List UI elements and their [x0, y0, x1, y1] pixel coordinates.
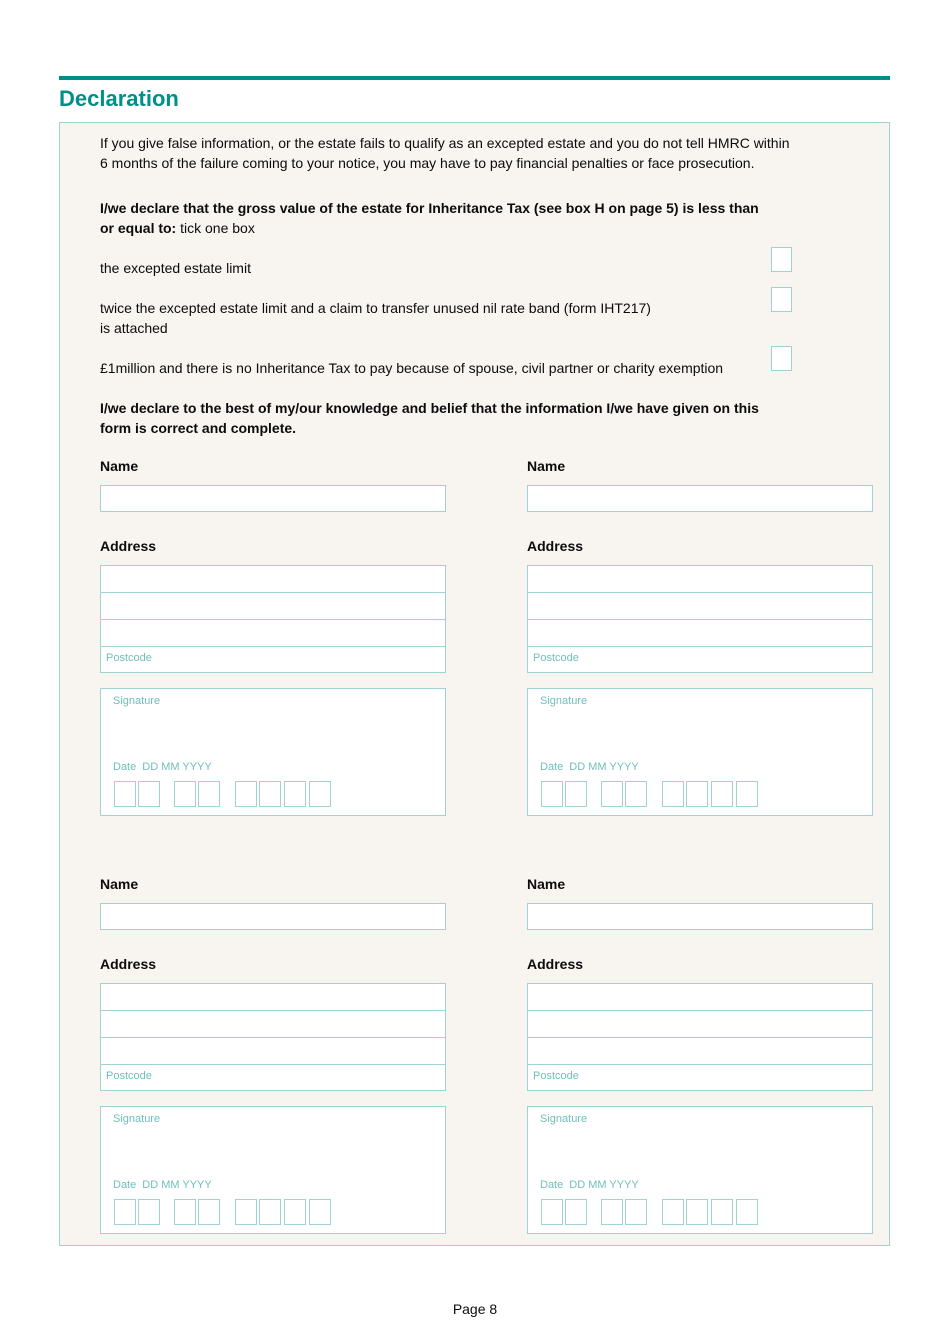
signatory-3-date-digit-6[interactable] [259, 1199, 281, 1225]
signatory-4-signature-label: Signature [540, 1113, 588, 1125]
signatory-4-address-input[interactable] [527, 983, 873, 1091]
signatory-1-name-input[interactable] [100, 485, 446, 512]
signatory-1-date-digit-7[interactable] [284, 781, 306, 807]
signatory-2-date-digit-8[interactable] [736, 781, 758, 807]
signatory-2-date-digit-2[interactable] [565, 781, 587, 807]
signatory-4-date-digit-7[interactable] [711, 1199, 733, 1225]
signatory-4-date-digit-6[interactable] [686, 1199, 708, 1225]
option-3-checkbox[interactable] [771, 346, 792, 371]
signatory-3-date-digit-8[interactable] [309, 1199, 331, 1225]
option-1-label: the excepted estate limit [100, 260, 251, 276]
signatory-4-date-digit-3[interactable] [601, 1199, 623, 1225]
signatory-4-name-label: Name [527, 876, 566, 892]
signatory-1-name-label: Name [100, 458, 139, 474]
declare-value-bold: or equal to: [100, 220, 177, 236]
signatory-2-date-label: Date DD MM YYYY [540, 761, 639, 773]
signatory-3-signature-box[interactable] [100, 1106, 446, 1234]
option-2-label-line-1: twice the excepted estate limit and a claim to transfer unused nil rate band (form IHT217) [100, 300, 651, 316]
signatory-1-address-input[interactable] [100, 565, 446, 673]
signatory-2-name-input[interactable] [527, 485, 873, 512]
signatory-1-date-digit-6[interactable] [259, 781, 281, 807]
signatory-1-date-digit-3[interactable] [174, 781, 196, 807]
page-number: Page 8 [452, 1301, 498, 1317]
signatory-2-name-label: Name [527, 458, 566, 474]
declare-truth-line-2: form is correct and complete. [100, 420, 297, 436]
signatory-4-address-label: Address [527, 956, 584, 972]
signatory-2-signature-label: Signature [540, 695, 588, 707]
signatory-4-postcode-label: Postcode [533, 1070, 579, 1082]
declare-value-line-2 [100, 218, 255, 238]
signatory-1-signature-label: Signature [113, 695, 161, 707]
section-title: Declaration [59, 86, 179, 111]
signatory-1-date-digit-2[interactable] [138, 781, 160, 807]
signatory-4-date-digit-8[interactable] [736, 1199, 758, 1225]
declare-value-rest: tick one box [176, 220, 255, 236]
signatory-2-date-digit-7[interactable] [711, 781, 733, 807]
signatory-2-date-digit-1[interactable] [541, 781, 563, 807]
signatory-1-postcode-label: Postcode [106, 652, 152, 664]
warning-line-1: If you give false information, or the estate fails to qualify as an excepted estate and you do not tell HMRC within [100, 135, 790, 151]
signatory-3-date-digit-1[interactable] [114, 1199, 136, 1225]
signatory-2-postcode-label: Postcode [533, 652, 579, 664]
signatory-3-name-input[interactable] [100, 903, 446, 930]
signatory-3-postcode-label: Postcode [106, 1070, 152, 1082]
signatory-3-name-label: Name [100, 876, 139, 892]
declare-value-line-1: I/we declare that the gross value of the estate for Inheritance Tax (see box H on page 5) is less than [100, 200, 759, 216]
signatory-3-signature-label: Signature [113, 1113, 161, 1125]
signatory-1-date-digit-1[interactable] [114, 781, 136, 807]
signatory-4-date-digit-5[interactable] [662, 1199, 684, 1225]
signatory-1-date-digit-5[interactable] [235, 781, 257, 807]
signatory-3-date-digit-4[interactable] [198, 1199, 220, 1225]
signatory-2-date-digit-6[interactable] [686, 781, 708, 807]
signatory-1-date-label: Date DD MM YYYY [113, 761, 212, 773]
signatory-1-date-digit-4[interactable] [198, 781, 220, 807]
signatory-2-date-digit-4[interactable] [625, 781, 647, 807]
signatory-1-address-label: Address [100, 538, 157, 554]
section-top-rule [59, 76, 890, 80]
signatory-2-address-input[interactable] [527, 565, 873, 673]
signatory-2-date-digit-3[interactable] [601, 781, 623, 807]
warning-line-2: 6 months of the failure coming to your notice, you may have to pay financial penalties or face prosecution. [100, 155, 755, 171]
signatory-3-date-digit-5[interactable] [235, 1199, 257, 1225]
signatory-3-date-digit-2[interactable] [138, 1199, 160, 1225]
signatory-2-signature-box[interactable] [527, 688, 873, 816]
option-2-label-line-2: is attached [100, 320, 168, 336]
signatory-3-address-label: Address [100, 956, 157, 972]
signatory-3-date-digit-7[interactable] [284, 1199, 306, 1225]
signatory-4-date-label: Date DD MM YYYY [540, 1179, 639, 1191]
signatory-3-address-input[interactable] [100, 983, 446, 1091]
signatory-1-signature-box[interactable] [100, 688, 446, 816]
signatory-1-date-digit-8[interactable] [309, 781, 331, 807]
signatory-4-date-digit-1[interactable] [541, 1199, 563, 1225]
signatory-4-signature-box[interactable] [527, 1106, 873, 1234]
option-3-label: £1million and there is no Inheritance Tax to pay because of spouse, civil partner or charity exemption [100, 360, 724, 376]
signatory-2-date-digit-5[interactable] [662, 781, 684, 807]
signatory-4-name-input[interactable] [527, 903, 873, 930]
signatory-3-date-label: Date DD MM YYYY [113, 1179, 212, 1191]
signatory-2-address-label: Address [527, 538, 584, 554]
option-2-checkbox[interactable] [771, 287, 792, 312]
signatory-4-date-digit-2[interactable] [565, 1199, 587, 1225]
signatory-3-date-digit-3[interactable] [174, 1199, 196, 1225]
option-1-checkbox[interactable] [771, 247, 792, 272]
signatory-4-date-digit-4[interactable] [625, 1199, 647, 1225]
declare-truth-line-1: I/we declare to the best of my/our knowledge and belief that the information I/we have given on this [100, 400, 759, 416]
